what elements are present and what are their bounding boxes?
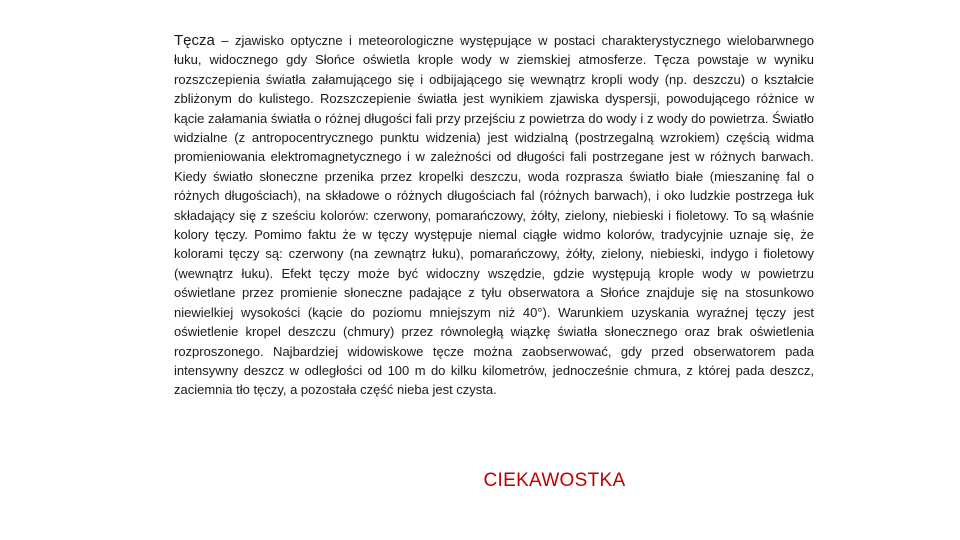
lead-word: Tęcza: [174, 32, 215, 49]
body-paragraph: [174, 31, 814, 400]
paragraph-text: – zjawisko optyczne i meteorologiczne występujące w postaci charakterystycznego wielobarwnego łuku, widocznego gdy Słońce oświetla krople wody w ziemskiej atmosferze. Tęcza powstaje w wyniku rozszczepienia światła załamującego się i odbijającego się wewnątrz kropli wody (np. deszczu) o kształcie zbliżonym do kulistego. Rozszczepienie światła jest wynikiem zjawiska dyspersji, powodującego różnice w kącie załamania światła o różnej długości fali przy przejściu z powietrza do wody i z wody do powietrza. Światło widzialne (z antropocentrycznego punktu widzenia) jest widzialną (postrzegalną wzrokiem) częścią widma promieniowania elektromagnetycznego i w zależności od długości fali postrzegane jest w różnych barwach. Kiedy światło słoneczne przenika przez kropelki deszczu, woda rozprasza światło białe (mieszaninę fal o różnych długościach), na składowe o różnych długościach fal (różnych barwach), i oko ludzkie postrzega łuk składający się z sześciu kolorów: czerwony, pomarańczowy, żółty, zielony, niebieski i fioletowy. To są właśnie kolory tęczy. Pomimo faktu że w tęczy występuje niemal ciągłe widmo kolorów, tradycyjnie uznaje się, że kolorami tęczy są: czerwony (na zewnątrz łuku), pomarańczowy, żółty, zielony, niebieski, indygo i fioletowy (wewnątrz łuku). Efekt tęczy może być widoczny wszędzie, gdzie występują krople wody w powietrzu oświetlane przez promienie słoneczne padające z tyłu obserwatora a Słońce znajduje się na stosunkowo niewielkiej wysokości (kącie do poziomu mniejszym niż 40°). Warunkiem uzyskania wyraźnej tęczy jest oświetlenie kropel deszczu (chmury) przez równoległą wiązkę światła słonecznego oraz brak oświetlenia rozproszonego. Najbardziej widowiskowe tęcze można zaobserwować, gdy przed obserwatorem pada intensywny deszcz w odległości od 100 m do kilku kilometrów, jednocześnie chmura, z której pada deszcz, zaciemnia tło tęczy, a pozostała część nieba jest czysta.: [174, 33, 814, 398]
callout-heading: CIEKAWOSTKA: [483, 470, 626, 491]
